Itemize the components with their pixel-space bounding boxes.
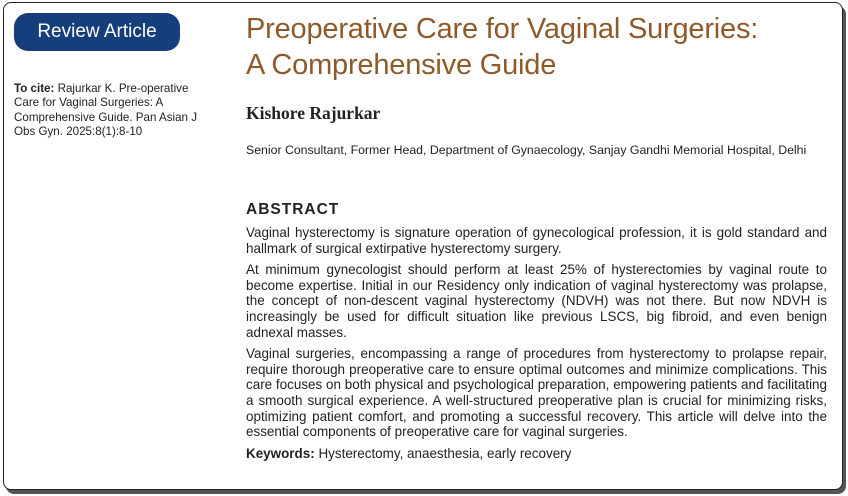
- keywords-text: Hysterectomy, anaesthesia, early recovery: [318, 445, 572, 461]
- abstract-heading: ABSTRACT: [246, 201, 340, 218]
- abstract-body: [246, 225, 827, 461]
- abstract-paragraph: Vaginal surgeries, encompassing a range of procedures from hysterectomy to prolapse repair, require thorough preoperative care to ensure optimal outcomes and minimize complications. This care focuses on both physical and psychological preparation, empowering patients and facilitating a smooth surgical experience. A well-structured preoperative plan is crucial for minimizing risks, optimizing patient comfort, and promoting a successful recovery. This article will delve into the essential components of preoperative care for vaginal surgeries.: [246, 346, 827, 440]
- citation-block: [14, 82, 199, 139]
- citation-label: To cite:: [14, 82, 55, 95]
- article-page: [3, 2, 843, 490]
- keywords-label: Keywords:: [246, 445, 315, 461]
- title-line-1: Preoperative Care for Vaginal Surgeries:: [246, 13, 759, 45]
- keywords-line: [246, 446, 827, 462]
- author-affiliation: Senior Consultant, Former Head, Department of Gynaecology, Sanjay Gandhi Memorial Hospital, Delhi: [246, 143, 807, 157]
- author-name: Kishore Rajurkar: [246, 103, 381, 123]
- abstract-paragraph: Vaginal hysterectomy is signature operation of gynecological profession, it is gold standard and hallmark of surgical extirpative hysterectomy surgery.: [246, 225, 827, 256]
- title-line-2: A Comprehensive Guide: [246, 49, 557, 81]
- article-title: [246, 11, 826, 83]
- citation-text: Rajurkar K. Pre-operative Care for Vaginal Surgeries: A Comprehensive Guide. Pan Asian J Obs Gyn. 2025:8(1):8-10: [14, 82, 198, 138]
- article-type-badge: Review Article: [14, 13, 180, 51]
- abstract-paragraph: At minimum gynecologist should perform at least 25% of hysterectomies by vaginal route to become expertise. Initial in our Residency only indication of vaginal hysterectomy was prolapse, the concept of non-descent vaginal hysterectomy (NDVH) was not there. But now NDVH is increasingly be used for difficult situation like previous LSCS, big fibroid, and even benign adnexal masses.: [246, 262, 827, 340]
